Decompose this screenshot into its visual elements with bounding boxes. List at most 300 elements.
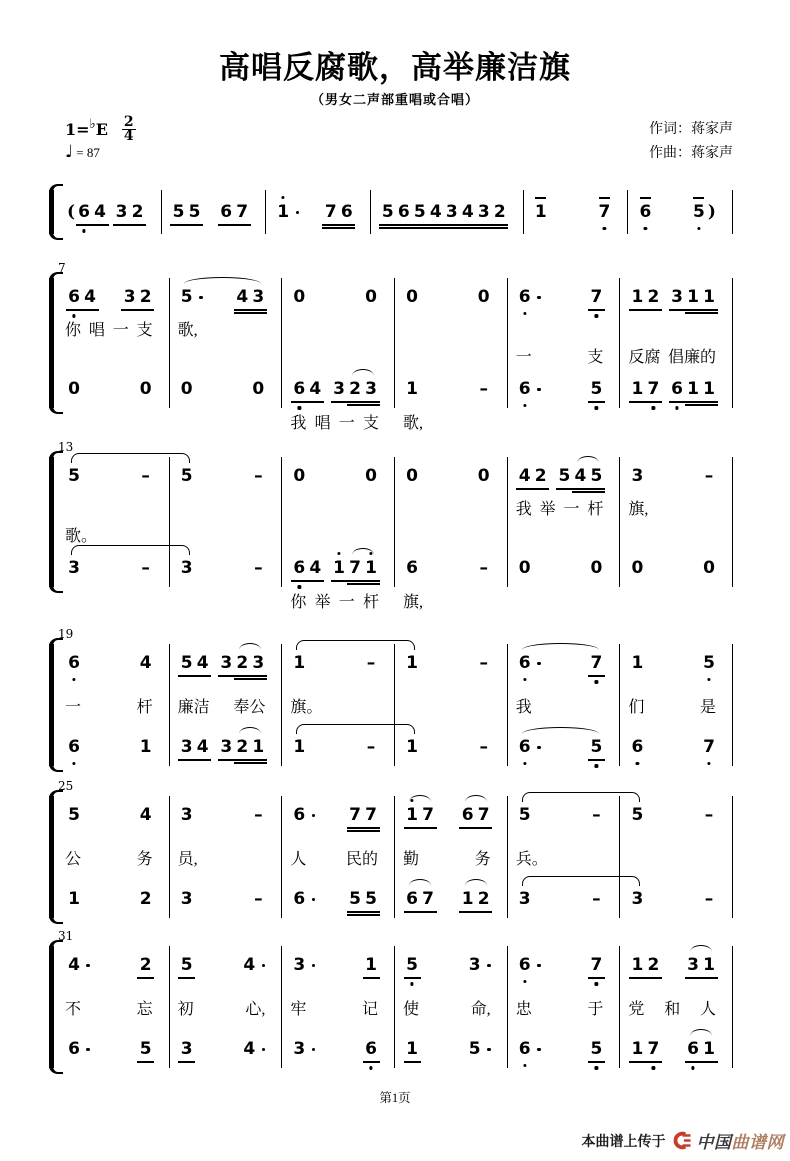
note-1: 1 [701, 286, 717, 308]
dash-extension: – [141, 558, 150, 578]
note-2: 2 [139, 889, 152, 909]
note-6: 6 [685, 1038, 701, 1060]
tempo-mark [65, 142, 100, 162]
upper-voice-notes [57, 644, 169, 682]
lyric-line [170, 408, 283, 435]
tempo-value: = 87 [76, 145, 100, 160]
rest: 0 [180, 379, 193, 399]
lyric-line [282, 682, 394, 728]
lyric-line [57, 316, 169, 340]
note-4: 4 [428, 201, 444, 223]
lyric-line [57, 408, 170, 435]
note-1: 1 [629, 378, 645, 400]
note-6: 6 [291, 804, 307, 826]
lower-voice-notes [395, 880, 507, 918]
lyric-line [170, 340, 282, 370]
upper-voice-notes [508, 457, 620, 495]
note-5: 5 [588, 465, 604, 487]
note-4: 4 [139, 653, 152, 673]
lyric-syllable: 你 [290, 594, 307, 611]
lower-voice-notes [57, 1030, 169, 1068]
lyric-syllable: 一 [65, 698, 82, 716]
note-1: 1 [629, 1038, 645, 1060]
lyric-syllable: 于 [587, 1000, 604, 1018]
upper-voice-notes [282, 796, 394, 834]
lyric-line [395, 316, 507, 340]
note-4: 4 [241, 1038, 257, 1060]
measure-bars [57, 278, 170, 408]
measure-bars [508, 457, 621, 587]
note-6: 6 [406, 558, 418, 578]
rest: 0 [477, 287, 490, 307]
note-5: 5 [68, 466, 80, 486]
measure-bars [620, 946, 733, 1068]
measure [170, 946, 283, 1068]
lyric-syllable: 务 [474, 850, 491, 868]
note-5: 5 [179, 954, 195, 976]
lower-voice-notes [620, 1030, 732, 1068]
note-1: 1 [406, 379, 418, 399]
note-1: 1 [406, 653, 418, 673]
measure [508, 946, 621, 1068]
dash-extension: – [479, 737, 488, 757]
measure [395, 946, 508, 1068]
note-6: 6 [66, 1038, 82, 1060]
note-7: 7 [645, 378, 661, 400]
note-3: 3 [444, 201, 460, 223]
measure-bars [57, 644, 170, 766]
note-7: 7 [645, 1038, 661, 1060]
lyric-line [282, 316, 394, 340]
rest: 0 [406, 287, 418, 307]
lyric-syllable: 歌。 [65, 527, 98, 545]
system-3 [57, 440, 733, 614]
upper-voice-notes [282, 644, 394, 682]
note-3: 3 [122, 286, 138, 308]
sheet-music-page [0, 42, 790, 1161]
note-4: 4 [139, 805, 152, 825]
measure-number: 13 [58, 440, 74, 454]
upper-voice-notes [395, 796, 507, 834]
parenthesis: ) [707, 202, 716, 222]
note-2: 2 [533, 465, 549, 487]
note-1: 1 [701, 378, 717, 400]
upper-voice-notes [508, 946, 620, 984]
note-3: 3 [685, 954, 701, 976]
note-7: 7 [596, 201, 612, 223]
lyric-syllable: 唱 [314, 415, 331, 432]
note-1: 1 [404, 804, 420, 826]
rest: 0 [631, 558, 644, 578]
note-7: 7 [588, 286, 604, 308]
note-7: 7 [476, 804, 492, 826]
lyric-line [395, 834, 507, 880]
note-4: 4 [92, 201, 108, 223]
measure-bars [628, 190, 733, 234]
note-5: 5 [631, 805, 644, 825]
note-7: 7 [588, 652, 604, 674]
lyric-line [57, 340, 169, 370]
lyric-syllable: 我 [515, 698, 532, 716]
measure [57, 278, 170, 435]
lyric-syllable: 旗, [403, 594, 424, 611]
measure-bars [508, 796, 621, 918]
note-3: 3 [114, 201, 130, 223]
note-6: 6 [517, 736, 533, 758]
upper-voice-notes [282, 457, 394, 495]
lyric-line [282, 495, 394, 519]
note-1: 1 [701, 1038, 717, 1060]
page-title: 高唱反腐歌，高举廉洁旗 [219, 50, 571, 85]
upper-voice-notes [395, 278, 507, 316]
note-1: 1 [685, 286, 701, 308]
note-2: 2 [645, 954, 661, 976]
measure-bars [170, 278, 283, 408]
measure-bars [266, 190, 371, 234]
note-4: 4 [82, 286, 98, 308]
note-6: 6 [517, 954, 533, 976]
rest: 0 [252, 379, 265, 399]
dash-extension: – [704, 466, 714, 486]
lyric-syllable: 人 [700, 1000, 717, 1018]
lower-voice-notes [57, 549, 169, 587]
note-3: 3 [631, 889, 644, 909]
measure-bars [282, 278, 395, 408]
page-number: 第1页 [379, 1091, 411, 1105]
lyric-syllable: 忘 [136, 1000, 153, 1018]
lower-voice-notes [170, 728, 282, 766]
lyric-line [395, 682, 507, 728]
system-brace [49, 190, 54, 234]
measure [170, 796, 283, 918]
upper-voice-notes [620, 278, 732, 316]
note-4: 4 [572, 465, 588, 487]
lyric-syllable: 忠 [515, 1000, 532, 1018]
measure-bars [57, 946, 170, 1068]
note-4: 4 [307, 378, 323, 400]
upper-voice-notes [57, 278, 169, 316]
note-3: 3 [68, 558, 80, 578]
lower-voice-notes [620, 370, 732, 408]
dash-extension: – [254, 466, 263, 486]
note-7: 7 [234, 201, 250, 223]
lyric-line [282, 408, 395, 435]
watermark-text: 本曲谱上传于 [581, 1134, 666, 1150]
lyric-syllable: 旗。 [290, 698, 323, 716]
lyric-syllable: 杆 [363, 594, 380, 611]
note-4: 4 [195, 736, 211, 758]
note-5: 5 [187, 201, 203, 223]
note-5: 5 [518, 805, 531, 825]
lower-voice-notes [508, 880, 620, 918]
lyric-line [170, 834, 282, 880]
measure [170, 278, 283, 435]
rest: 0 [293, 466, 306, 486]
note-5: 5 [363, 888, 379, 910]
measure [282, 796, 395, 918]
note-3: 3 [180, 558, 193, 578]
lower-voice-notes [170, 370, 282, 408]
note-6: 6 [218, 201, 234, 223]
note-3: 3 [291, 1038, 307, 1060]
measure-bars [620, 457, 733, 587]
upper-voice-notes [620, 457, 732, 495]
measure [170, 457, 283, 614]
note-6: 6 [517, 378, 533, 400]
quarter-note-icon: ♩ [65, 142, 74, 162]
upper-voice-notes [282, 946, 394, 984]
note-5: 5 [467, 1038, 483, 1060]
lyric-line [508, 316, 620, 340]
lower-voice-notes [395, 370, 507, 408]
system-4 [57, 627, 733, 766]
lyric-syllable: 廉洁 [177, 698, 210, 716]
measure-bars [620, 644, 733, 766]
measure [620, 278, 733, 435]
lyric-line [620, 682, 732, 728]
note-3: 3 [250, 286, 266, 308]
note-6: 6 [363, 1038, 379, 1060]
note-2: 2 [347, 378, 363, 400]
key-note: E [95, 120, 108, 139]
upper-voice-notes [395, 457, 507, 495]
dash-extension: – [479, 558, 488, 578]
lyric-line [395, 519, 507, 549]
upper-voice-notes [266, 190, 370, 234]
measure [395, 796, 508, 918]
upper-voice-notes [170, 278, 282, 316]
note-3: 3 [218, 736, 234, 758]
note-1: 1 [629, 286, 645, 308]
lyric-syllable: 初 [177, 1000, 194, 1018]
measure-bars [57, 190, 162, 234]
measure-number: 31 [58, 929, 74, 943]
lower-voice-notes [282, 728, 394, 766]
note-4: 4 [66, 954, 82, 976]
note-4: 4 [241, 954, 257, 976]
lyric-line [170, 682, 282, 728]
upper-voice-notes [508, 796, 620, 834]
upper-voice-notes [170, 457, 282, 495]
lyric-line [620, 495, 732, 519]
score-meta [57, 116, 733, 176]
measure-bars [620, 796, 733, 918]
lyric-line [508, 519, 620, 549]
lyric-line [620, 834, 732, 880]
lyric-syllable: 支 [136, 321, 153, 339]
note-3: 3 [180, 889, 193, 909]
note-7: 7 [588, 954, 604, 976]
note-3: 3 [669, 286, 685, 308]
lower-voice-notes [170, 880, 282, 918]
note-3: 3 [476, 201, 492, 223]
lyric-syllable: 牢 [290, 1000, 307, 1018]
rest: 0 [477, 466, 490, 486]
note-1: 1 [293, 737, 306, 757]
lower-voice-notes [508, 370, 620, 408]
note-7: 7 [323, 201, 339, 223]
lyric-line [395, 495, 507, 519]
key-prefix: 1= [65, 120, 90, 139]
note-1: 1 [68, 889, 80, 909]
note-4: 4 [460, 201, 476, 223]
system-brace [49, 796, 54, 918]
lyric-line [620, 408, 733, 435]
rest: 0 [365, 466, 377, 486]
lyric-syllable: 和 [664, 1000, 681, 1018]
upper-voice-notes [395, 946, 507, 984]
measure-bars [57, 457, 170, 587]
note-1: 1 [139, 737, 152, 757]
lyric-line [508, 408, 621, 435]
note-5: 5 [588, 1038, 604, 1060]
measure [371, 190, 524, 234]
note-4: 4 [234, 286, 250, 308]
upper-voice-notes [395, 644, 507, 682]
measure-bars [508, 278, 621, 408]
lyric-syllable: 记 [362, 1000, 379, 1018]
note-1: 1 [250, 736, 266, 758]
lower-voice-notes [620, 728, 732, 766]
note-5: 5 [171, 201, 187, 223]
site-name: 中国曲谱网 [696, 1133, 784, 1152]
lyric-line [282, 587, 395, 614]
note-1: 1 [701, 954, 717, 976]
measure-bars [371, 190, 524, 234]
measure-bars [620, 278, 733, 408]
note-6: 6 [404, 888, 420, 910]
dash-extension: – [366, 653, 376, 673]
measure [620, 946, 733, 1068]
note-5: 5 [347, 888, 363, 910]
lyric-line [170, 519, 282, 549]
lyric-syllable: 我 [515, 500, 532, 518]
measure [508, 278, 621, 435]
lyric-line [170, 587, 283, 614]
lyric-line [282, 984, 394, 1030]
note-1: 1 [331, 557, 347, 579]
note-5: 5 [556, 465, 572, 487]
note-5: 5 [701, 652, 717, 674]
lyric-line [170, 984, 282, 1030]
note-2: 2 [138, 954, 154, 976]
measure-number: 7 [58, 261, 66, 275]
lyric-line [57, 682, 169, 728]
measure [57, 457, 170, 614]
lyric-line [620, 340, 732, 370]
lyric-line [620, 587, 733, 614]
lyric-syllable: 员, [177, 850, 198, 868]
measure-bars [524, 190, 629, 234]
note-6: 6 [291, 888, 307, 910]
measure [508, 644, 621, 766]
measure [395, 278, 508, 435]
lyric-syllable: 歌, [403, 415, 424, 432]
lyric-line [395, 587, 508, 614]
measure [57, 644, 170, 766]
lyric-line [620, 316, 732, 340]
lower-voice-notes [57, 370, 169, 408]
note-3: 3 [518, 889, 531, 909]
lyric-line [620, 519, 732, 549]
measure-number: 19 [58, 627, 74, 641]
lyric-line [508, 682, 620, 728]
measure-bars [170, 644, 283, 766]
measure [508, 796, 621, 918]
lyric-line [170, 495, 282, 519]
upper-voice-notes [170, 644, 282, 682]
note-6: 6 [517, 652, 533, 674]
rest: 0 [365, 287, 377, 307]
dash-extension: – [479, 379, 488, 399]
measure [266, 190, 371, 234]
measure-bars [170, 946, 283, 1068]
lyric-line [57, 587, 170, 614]
measure-bars [395, 278, 508, 408]
lyric-line [508, 984, 620, 1030]
measure-bars [508, 946, 621, 1068]
lyric-syllable: 歌, [177, 321, 198, 339]
lyric-syllable: 倡廉的 [668, 348, 717, 366]
note-2: 2 [492, 201, 508, 223]
note-6: 6 [517, 286, 533, 308]
note-6: 6 [637, 201, 653, 223]
system-2 [57, 261, 733, 435]
measure-bars [508, 644, 621, 766]
note-5: 5 [68, 805, 80, 825]
upper-voice-notes [508, 644, 620, 682]
lyric-line [57, 519, 169, 549]
note-2: 2 [645, 286, 661, 308]
upper-voice-notes [162, 190, 266, 234]
measure [508, 457, 621, 614]
lower-voice-notes [620, 549, 732, 587]
note-3: 3 [631, 466, 644, 486]
lower-voice-notes [170, 1030, 282, 1068]
lyric-syllable: 一 [515, 348, 532, 366]
note-6: 6 [396, 201, 412, 223]
upper-voice-notes [620, 644, 732, 682]
lyric-syllable: 心, [245, 1000, 266, 1018]
note-3: 3 [250, 652, 266, 674]
note-6: 6 [66, 286, 82, 308]
parenthesis: ( [67, 202, 76, 222]
note-1: 1 [629, 954, 645, 976]
note-5: 5 [180, 466, 193, 486]
note-6: 6 [291, 378, 307, 400]
note-3: 3 [331, 378, 347, 400]
lyric-line [57, 495, 169, 519]
note-2: 2 [138, 286, 154, 308]
measure-bars [282, 796, 395, 918]
note-5: 5 [588, 378, 604, 400]
note-1: 1 [406, 737, 418, 757]
measure [57, 946, 170, 1068]
measure-bars [395, 457, 508, 587]
lyric-line [508, 587, 621, 614]
dash-extension: – [254, 889, 263, 909]
upper-voice-notes [508, 278, 620, 316]
lower-voice-notes [508, 728, 620, 766]
dash-extension: – [704, 889, 714, 909]
note-6: 6 [76, 201, 92, 223]
lyric-syllable: 民的 [346, 850, 379, 868]
measure-bars [282, 946, 395, 1068]
note-6: 6 [669, 378, 685, 400]
dash-extension: – [704, 805, 714, 825]
note-1: 1 [275, 201, 291, 223]
lower-voice-notes [508, 549, 620, 587]
